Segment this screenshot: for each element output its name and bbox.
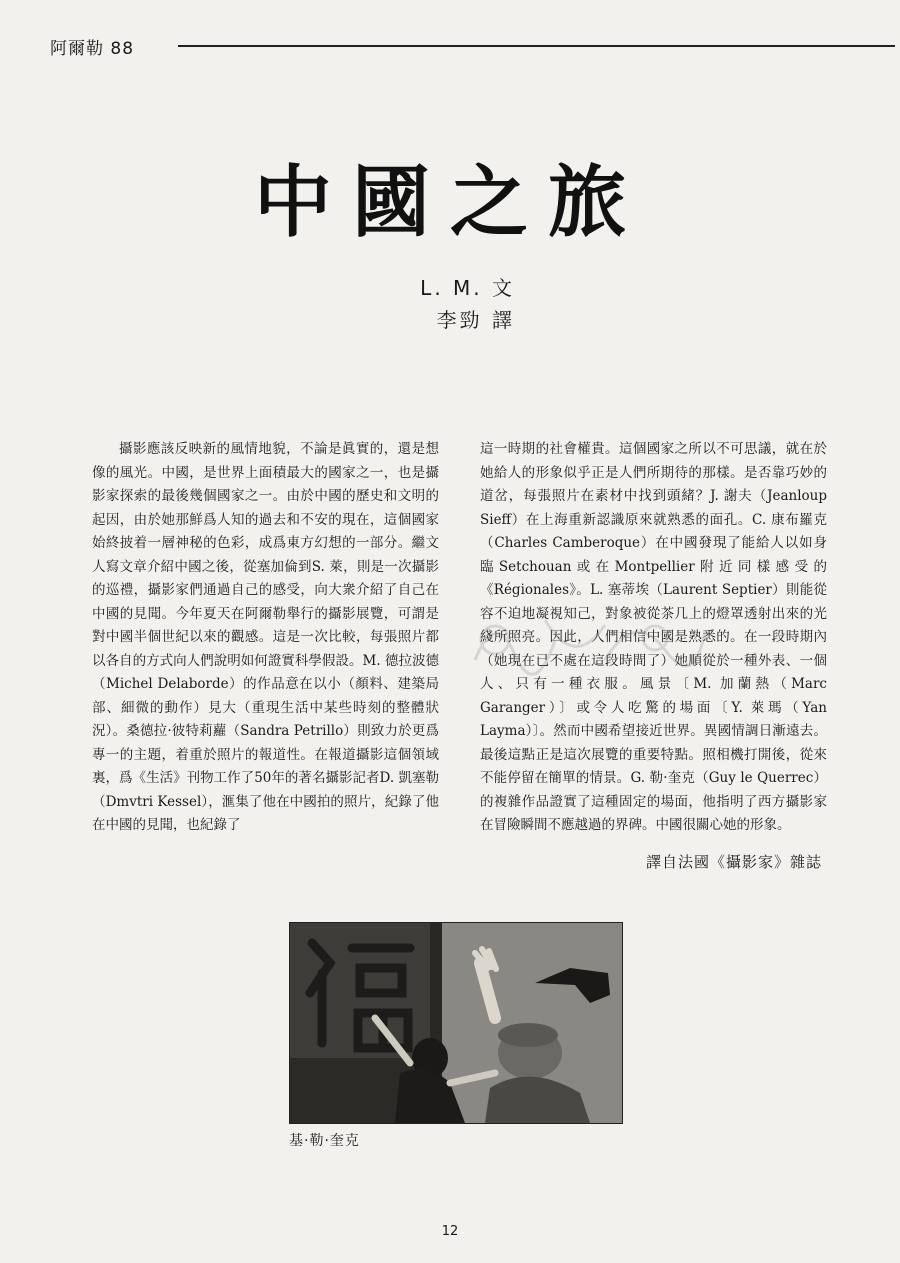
body-column-left: [92, 438, 439, 838]
page-number: 12: [441, 1224, 459, 1239]
running-header: [50, 34, 895, 60]
article-photo: [289, 922, 623, 1124]
byline-author: L. M. 文: [420, 276, 515, 300]
photo-caption: 基·勒·奎克: [289, 1133, 360, 1149]
article-title: 中國之旅: [253, 157, 646, 248]
header-text: 阿爾勒 88: [50, 39, 135, 59]
photo-illustration: [290, 923, 622, 1123]
body-paragraph: 攝影應該反映新的風情地貌，不論是眞實的，還是想像的風光。中國，是世界上面積最大的國家之一，也是攝影家探索的最後幾個國家之一。由於中國的歷史和文明的起因，由於她那鮮爲人知的過去和不安的現在，這個國家始終披着一層神秘的色彩，成爲東方幻想的一部分。繼文人寫文章介紹中國之後，從塞加倫到S. 萊，則是一次攝影的巡禮，攝影家們通過自己的感受，向大衆介紹了自己在中國的見聞。今年夏天在阿爾勒舉行的攝影展覽，可謂是對中國半個世紀以來的觀感。這是一次比較，每張照片都以各自的方式向人們說明如何證實科學假設。M. 德拉波德（Michel Delaborde）的作品意在以小（顏料、建築局部、細微的動作）見大（重現生活中某些時刻的整體狀況）。桑德拉·彼特莉蘿（Sandra Petrillo）則致力於更爲專一的主題，着重於照片的報道性。在報道攝影這個領域裏，爲《生活》刊物工作了50年的著名攝影記者D. 凱塞勒（Dmvtri Kessel），滙集了他在中國拍的照片，紀錄了他在中國的見聞，也紀錄了: [92, 441, 439, 833]
body-column-right: [480, 438, 827, 838]
body-paragraph: 這一時期的社會權貴。這個國家之所以不可思議，就在於她給人的形象似乎正是人們所期待的那樣。是否靠巧妙的道岔，每張照片在素材中找到頭緒？J. 謝夫（Jeanloup Sieff）在上海重新認識原來就熟悉的面孔。C. 康布羅克（Charles Camberoque）在中國發現了能給人以如身臨Setchouan或在Montpellier附近同樣感受的《Régionales》。L. 塞蒂埃（Laurent Septier）則能從容不迫地凝視知己，對象被從茶几上的燈罩透射出來的光綫所照亮。因此，人們相信中國是熟悉的。在一段時期內（她現在已不處在這段時間了）她順從於一種外表、一個人、只有一種衣服。風景〔M. 加蘭熱（Marc Garanger）〕或令人吃驚的場面〔Y. 萊瑪（Yan Layma）〕。然而中國希望接近世界。異國情調日漸遠去。最後這點正是這次展覽的重要特點。照相機打開後，從來不能停留在簡單的情景。G. 勒·奎克（Guy le Querrec）的複雜作品證實了這種固定的場面，他指明了西方攝影家在冒險瞬間不應越過的界碑。中國很關心她的形象。: [480, 441, 827, 833]
source-note: 譯自法國《攝影家》雜誌: [645, 853, 822, 871]
header-rule: [178, 45, 895, 47]
byline-translator: 李勁 譯: [436, 308, 515, 332]
